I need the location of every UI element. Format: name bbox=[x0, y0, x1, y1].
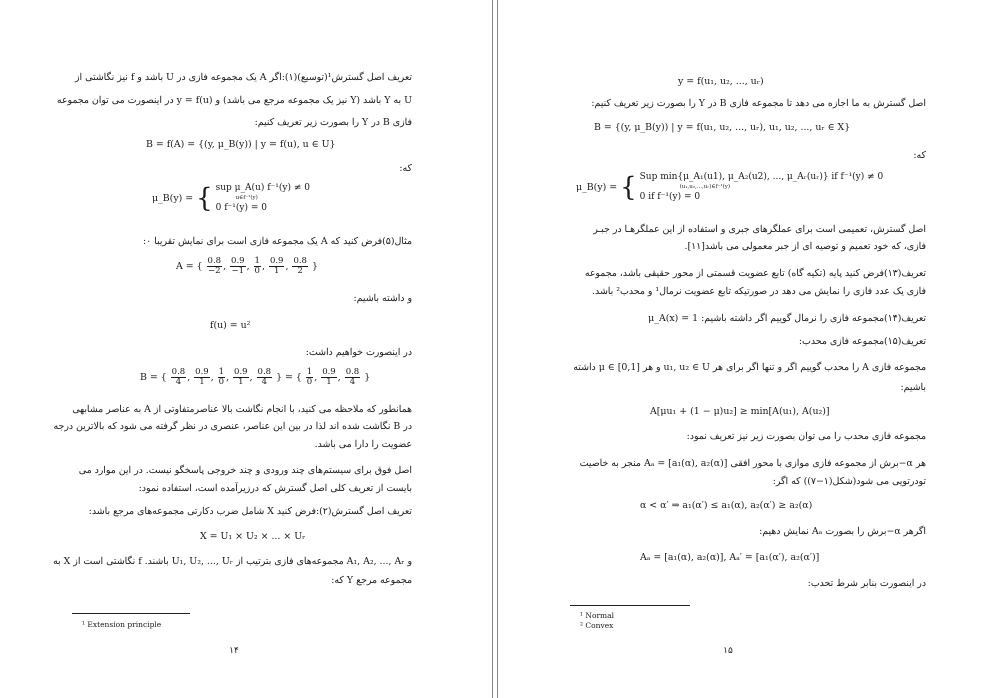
text-line: باشیم: bbox=[900, 382, 926, 393]
equation-B2-rhs: } bbox=[364, 372, 371, 383]
text-line: فازی B در Y را بصورت زیر تعریف کنیم: bbox=[254, 117, 412, 128]
page-number: ۱۴ bbox=[229, 646, 239, 656]
text-line: اگرهر α−برش را بصورت Aₐ نمایش دهیم: bbox=[759, 526, 926, 537]
equation-convex: A[μu₁ + (1 − μ)u₂] ≥ min[A(u₁), A(u₂)] bbox=[650, 406, 830, 417]
text-line: تعریف(۱۵)مجموعه فازی محدب: bbox=[798, 336, 926, 347]
equation-mu-case2: 0 if f⁻¹(y) = 0 bbox=[639, 192, 701, 202]
fraction: $\frac{0.8}{4}$ bbox=[257, 367, 272, 387]
text-line: و داشته باشیم: bbox=[353, 293, 412, 304]
text-line: در اینصورت بنابر شرط تحدب: bbox=[807, 578, 926, 589]
equation-mu-case1-sub: (u₁,u₂,...,uᵣ)∈f⁻¹(y) bbox=[679, 184, 730, 190]
text-line: مجموعه مرجع Y که: bbox=[331, 575, 412, 586]
equation-X: X = U₁ × U₂ × ... × Uᵣ bbox=[200, 531, 306, 542]
footnote-rule bbox=[570, 605, 690, 606]
equation-mu-lhs: μ_B(y) = bbox=[152, 193, 194, 204]
fraction: $\frac{0.9}{-1}$ bbox=[231, 256, 245, 276]
equation-B2-lhs: B = { bbox=[140, 372, 167, 383]
equation-mu: μ_B(y) = { sup μ_A(u) f⁻¹(y) ≠ 0 u∈f⁻¹(y) 0 f⁻¹(y) = 0 bbox=[152, 181, 310, 221]
page-number: ۱۵ bbox=[723, 646, 733, 656]
equation-mu-case1: sup μ_A(u) f⁻¹(y) ≠ 0 bbox=[215, 183, 310, 193]
fraction: $\frac{1}{0}$ bbox=[306, 367, 313, 387]
text-line: هر α−برش از مجموعه فازی موازی با محور افقی [a₁(α), a₂(α)] = Aₐ منجر به خاصیت bbox=[579, 458, 926, 469]
equation-fu: f(u) = u² bbox=[210, 320, 251, 331]
text-line: اصل گسترش، تعمیمی است برای عملگرهای جبری و استفاده از این عملگرهـا در جبـر bbox=[593, 224, 926, 235]
text-line: تعریف اصل گسترش(۲):فرض کنید X شامل ضرب دکارتی مجموعه‌های مرجع باشد: bbox=[88, 506, 412, 517]
equation-A-rhs: } bbox=[311, 261, 318, 272]
equation-B2: B = { $\frac{0.8}{4}$ , $\frac{0.9}{1}$ , $\frac{1}{0}$ , $\frac{0.9}{1}$ , $\frac{0.8}{4}$ } = { $\frac{1}{0}$ , $\frac{0.9}{1}$ , $\frac{0.8}{4}$ } bbox=[140, 367, 371, 387]
fraction: $\frac{0.8}{-2}$ bbox=[207, 256, 222, 276]
text-line: اصل فوق برای سیستم‌های چند ورودی و چند خروجی پاسخگو نیست. در این موارد می bbox=[78, 465, 412, 476]
text-line: عضویت را دارا می باشد. bbox=[314, 439, 412, 450]
fraction: $\frac{1}{0}$ bbox=[218, 367, 225, 387]
equation-B: B = f(A) = {(y, μ_B(y)) | y = f(u), u ∈ U} bbox=[146, 139, 336, 150]
text-line: تعریف(۱۴)مجموعه فازی را نرمال گوییم اگر داشته باشیم: μ_A(x) = 1 bbox=[648, 313, 926, 324]
text-line: بایست از تعریف کلی اصل گسترش که درزیرآمده است، استفاده نمود: bbox=[138, 483, 412, 494]
equation-mu-case1-sub: u∈f⁻¹(y) bbox=[235, 195, 258, 201]
footnote: ² Convex bbox=[580, 621, 614, 630]
text-line: تعریف(۱۳)فرض کنید پایه (تکیه گاه) تابع عضویت قسمتی از محور حقیقی باشد، مجموعه bbox=[584, 268, 926, 279]
fraction: $\frac{0.8}{4}$ bbox=[171, 367, 186, 387]
fraction: $\frac{0.8}{2}$ bbox=[293, 256, 307, 276]
equation-A-lhs: A = { bbox=[176, 261, 203, 272]
fraction: $\frac{1}{0}$ bbox=[254, 256, 260, 276]
equation-alpha2: Aₐ = [a₁(α), a₂(α)], Aₐ′ = [a₁(α′), a₂(α′)] bbox=[640, 552, 820, 563]
left-page bbox=[0, 0, 490, 698]
equation-mu: μ_B(y) = { Sup min{μ_A₁(u1), μ_A₂(u2), ..., μ_Aᵣ(uᵣ)} if f⁻¹(y) ≠ 0 (u₁,u₂,...,uᵣ)∈f⁻¹(y) 0 if f⁻¹(y) = 0 bbox=[576, 170, 883, 210]
equation-y: y = f(u₁, u₂, ..., uᵣ) bbox=[678, 76, 764, 87]
text-line: فازی یک عدد فازی را نمایش می دهد در صورتیکه تابع عضویت نرمال¹ و محدب² باشد. bbox=[592, 286, 926, 297]
text-line: تودرتویی می شود(شکل(۱−۷)) که اگر: bbox=[772, 476, 926, 487]
equation-mu-lhs: μ_B(y) = bbox=[576, 182, 618, 193]
fraction: $\frac{0.9}{1}$ bbox=[269, 256, 284, 276]
equation-B: B = {(y, μ_B(y)) | y = f(u₁, u₂, ..., uᵣ), u₁, u₂, ..., uᵣ ∈ X} bbox=[594, 122, 851, 133]
text-line: در B نگاشت شده اند لذا در بین این عناصر، عنصری در نظر گرفته می شود که بالاترین درجه bbox=[53, 421, 412, 432]
text-line: در اینصورت خواهیم داشت: bbox=[305, 347, 412, 358]
footnote: ¹ Normal bbox=[580, 611, 615, 620]
text-line: همانطور که ملاحظه می کنید، با انجام نگاشت بالا عناصرمتفاوتی از A به عناصر مشابهی bbox=[72, 404, 412, 415]
text-line: مجموعه فازی محدب را می توان بصورت زیر نیز تعریف نمود: bbox=[686, 431, 926, 442]
footnote: ¹ Extension principle bbox=[82, 620, 162, 629]
fraction: $\frac{0.9}{1}$ bbox=[234, 367, 248, 387]
right-page bbox=[500, 0, 996, 698]
equation-mu-case1: Sup min{μ_A₁(u1), μ_A₂(u2), ..., μ_Aᵣ(uᵣ)} if f⁻¹(y) ≠ 0 bbox=[639, 172, 884, 182]
example-line: مثال(۵)فرض کنید که A یک مجموعه فازی است برای نمایش تقریبا ۰: bbox=[142, 236, 412, 247]
equation-B2-mid: } = { bbox=[276, 372, 302, 383]
page-divider bbox=[497, 0, 498, 698]
footnote-rule bbox=[72, 613, 190, 614]
text-line: اصل گسترش به ما اجازه می دهد تا مجموعه فازی B در Y را بصورت زیر تعریف کنیم: bbox=[591, 98, 926, 109]
fraction: $\frac{0.8}{4}$ bbox=[345, 367, 360, 387]
equation-mu-case2: 0 f⁻¹(y) = 0 bbox=[215, 203, 268, 213]
equation-A: A = { $\frac{0.8}{-2}$ , $\frac{0.9}{-1}$ , $\frac{1}{0}$ , $\frac{0.9}{1}$ , $\frac{0.8}{2}$ } bbox=[176, 256, 318, 276]
text-line: که: bbox=[399, 163, 412, 174]
text-line: U به Y باشد (Y نیز یک مجموعه مرجع می باشد) و y = f(u) در اینصورت می توان مجموعه bbox=[56, 95, 412, 106]
fraction: $\frac{0.9}{1}$ bbox=[322, 367, 336, 387]
text-line: که: bbox=[913, 150, 926, 161]
fraction: $\frac{0.9}{1}$ bbox=[195, 367, 209, 387]
text-line: تعریف اصل گسترش¹(توسیع)(۱):اگر A یک مجموعه فازی در U باشد و f نیز نگاشتی از bbox=[75, 72, 412, 83]
equation-alpha: α < α′ ⇒ a₁(α′) ≤ a₁(α), a₂(α′) ≥ a₂(α) bbox=[640, 500, 813, 511]
text-line: مجموعه فازی A را محدب گوییم اگر و تنها اگر برای هر u₁, u₂ ∈ U و هر μ ∈ [0,1] داشته bbox=[573, 362, 926, 373]
text-line: و A₁, A₂, ..., Aᵣ مجموعه‌های فازی بترتیب از U₁, U₂, ..., Uᵣ باشند. f نگاشتی است از X به bbox=[53, 556, 412, 567]
page-divider bbox=[492, 0, 493, 698]
text-line: فازی، که خود تعمیم و توصیه ای از جبر معمولی می باشد[۱۱]. bbox=[684, 241, 926, 252]
